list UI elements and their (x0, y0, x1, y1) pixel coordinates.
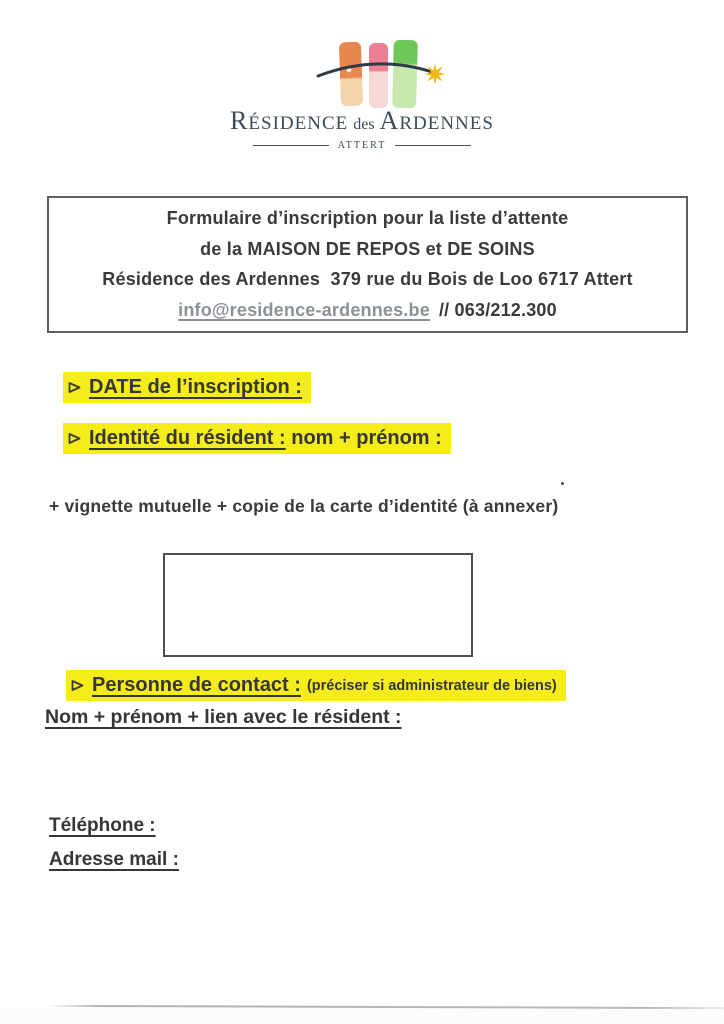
contact-name-label: Nom + prénom + lien avec le résident : (45, 706, 402, 728)
logo-bar-green (392, 40, 418, 109)
logo-subtitle (0, 140, 724, 151)
logo-title-part: R (230, 106, 249, 135)
logo-title (0, 106, 724, 136)
identity-field-suffix: nom + prénom : (285, 427, 442, 449)
form-address-line: Résidence des Ardennes 379 rue du Bois de Loo 6717 Attert (102, 269, 633, 290)
logo-title-part: ÉSIDENCE (248, 113, 349, 134)
residence-des-ardennes-logo (246, 34, 486, 116)
arrow-bullet-icon (68, 381, 81, 394)
form-title-box (47, 196, 688, 333)
form-title-line-1: Formulaire d’inscription pour la liste d’attente (166, 207, 569, 228)
subtitle-rule-right (395, 145, 471, 146)
ink-speck (561, 482, 564, 485)
contact-field-label: Personne de contact : (92, 674, 301, 696)
subtitle-rule-left (253, 145, 329, 146)
attachments-note: + vignette mutuelle + copie de la carte d’identité (à annexer) (49, 496, 559, 516)
logo-star-icon (424, 63, 446, 85)
arrow-bullet-icon (68, 432, 81, 445)
scan-margin (0, 1009, 724, 1024)
logo-bars (339, 40, 418, 109)
contact-phone: // 063/212.300 (438, 300, 557, 321)
identity-field-row (63, 423, 451, 454)
contact-admin-note: (préciser si administrateur de biens) (306, 677, 557, 694)
logo-bar-orange (339, 42, 363, 107)
logo-bar-pink (369, 43, 388, 108)
arrow-bullet-icon (71, 679, 84, 692)
annex-box (163, 553, 473, 657)
phone-label: Téléphone : (49, 815, 156, 836)
date-field-row (63, 372, 311, 403)
form-title-line-2: de la MAISON DE REPOS et DE SOINS (200, 238, 535, 259)
identity-field-label: Identité du résident : (89, 427, 286, 449)
logo-title-part: A (379, 106, 400, 135)
logo-place-label: ATTERT (337, 140, 387, 151)
contact-field-row (66, 670, 566, 701)
logo-title-part: des (353, 116, 375, 133)
logo-title-part: RDENNES (399, 113, 494, 134)
mail-label: Adresse mail : (49, 849, 179, 870)
date-field-label: DATE de l’inscription : (89, 376, 302, 398)
contact-email-link[interactable]: info@residence-ardennes.be (178, 300, 430, 321)
form-contact-line (49, 300, 686, 321)
